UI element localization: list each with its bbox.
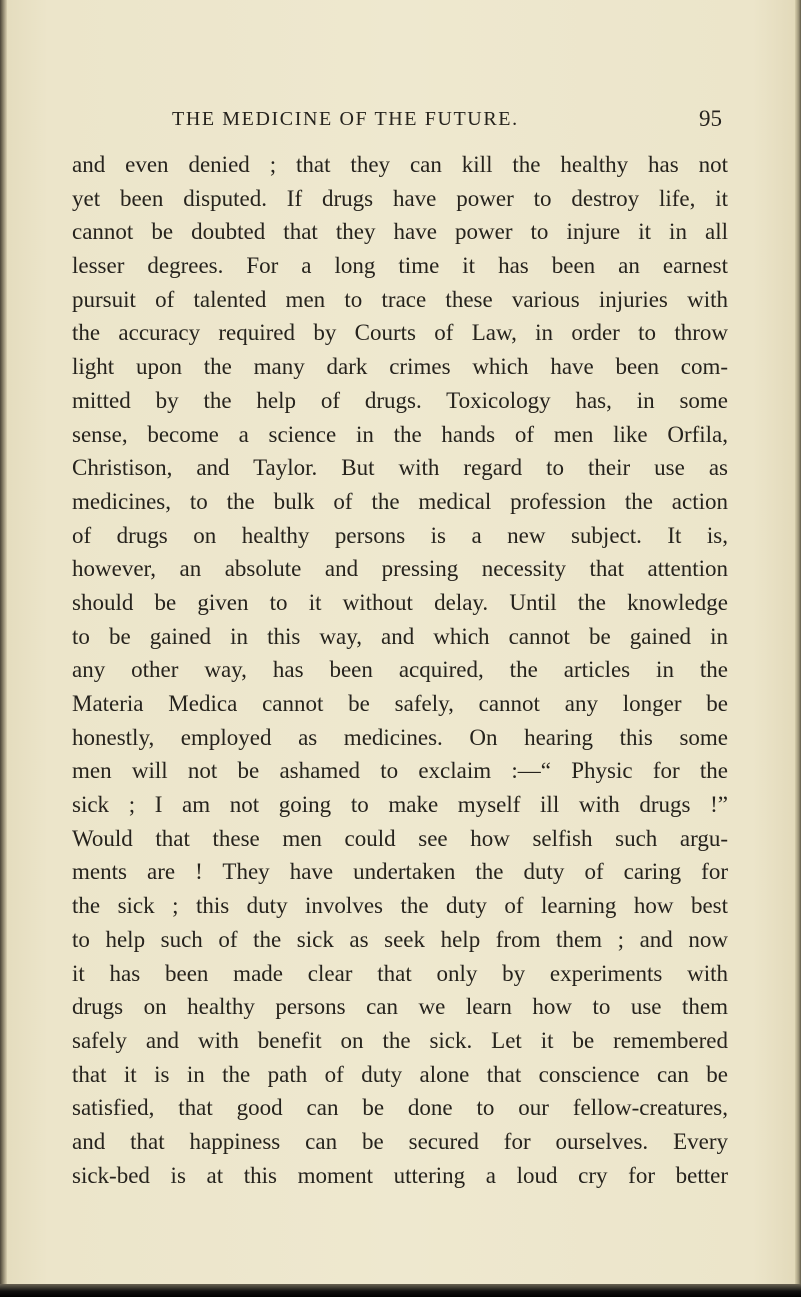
- text-line: honestly, employed as medicines. On hearing this some: [72, 724, 728, 750]
- page-gutter-shadow: [0, 0, 7, 1297]
- text-line: cannot be doubted that they have power to injure it in all: [72, 219, 728, 245]
- text-line: it has been made clear that only by experiments with: [72, 960, 728, 986]
- text-line: drugs on healthy persons can we learn how to use them: [72, 994, 728, 1020]
- text-line: sense, become a science in the hands of men like Orfila,: [72, 421, 728, 447]
- page-number: 95: [699, 106, 722, 131]
- text-line: Materia Medica cannot be safely, cannot any longer be: [72, 691, 728, 716]
- text-line: however, an absolute and pressing necessity that attention: [72, 556, 728, 582]
- text-line: yet been disputed. If drugs have power to destroy life, it: [72, 185, 728, 211]
- text-line: that it is in the path of duty alone that conscience can be: [72, 1061, 728, 1087]
- text-line: the accuracy required by Courts of Law, in order to throw: [72, 320, 728, 346]
- text-line: pursuit of talented men to trace these various injuries with: [72, 286, 728, 312]
- page-edge-shadow: [795, 0, 801, 1297]
- body-text: [72, 148, 728, 1192]
- text-line: mitted by the help of drugs. Toxicology has, in some: [72, 387, 728, 413]
- text-line: lesser degrees. For a long time it has been an earnest: [72, 253, 728, 279]
- text-line: medicines, to the bulk of the medical profession the action: [72, 488, 728, 514]
- text-line: to help such of the sick as seek help from them ; and now: [72, 926, 728, 952]
- text-line: Christison, and Taylor. But with regard to their use as: [72, 455, 728, 481]
- running-head: THE MEDICINE OF THE FUTURE.: [172, 108, 519, 130]
- text-line: men will not be ashamed to exclaim :—“ Physic for the: [72, 758, 728, 784]
- text-line: sick-bed is at this moment uttering a loud cry for better: [72, 1162, 728, 1188]
- text-line: safely and with benefit on the sick. Let it be remembered: [72, 1027, 728, 1053]
- text-line: and that happiness can be secured for ourselves. Every: [72, 1128, 728, 1154]
- text-line: ments are ! They have undertaken the duty of caring for: [72, 859, 728, 885]
- text-line: should be given to it without delay. Until the knowledge: [72, 589, 728, 615]
- text-line: and even denied ; that they can kill the healthy has not: [72, 152, 728, 177]
- text-line: light upon the many dark crimes which have been com-: [72, 354, 728, 380]
- text-line: any other way, has been acquired, the articles in the: [72, 657, 728, 683]
- scan-bottom-edge: [0, 1284, 801, 1297]
- text-line: sick ; I am not going to make myself ill with drugs !”: [72, 792, 728, 818]
- text-line: satisfied, that good can be done to our fellow-creatures,: [72, 1095, 728, 1121]
- text-line: of drugs on healthy persons is a new subject. It is,: [72, 522, 728, 548]
- text-line: Would that these men could see how selfish such argu-: [72, 825, 728, 851]
- text-line: the sick ; this duty involves the duty of learning how best: [72, 893, 728, 919]
- text-line: to be gained in this way, and which cannot be gained in: [72, 623, 728, 649]
